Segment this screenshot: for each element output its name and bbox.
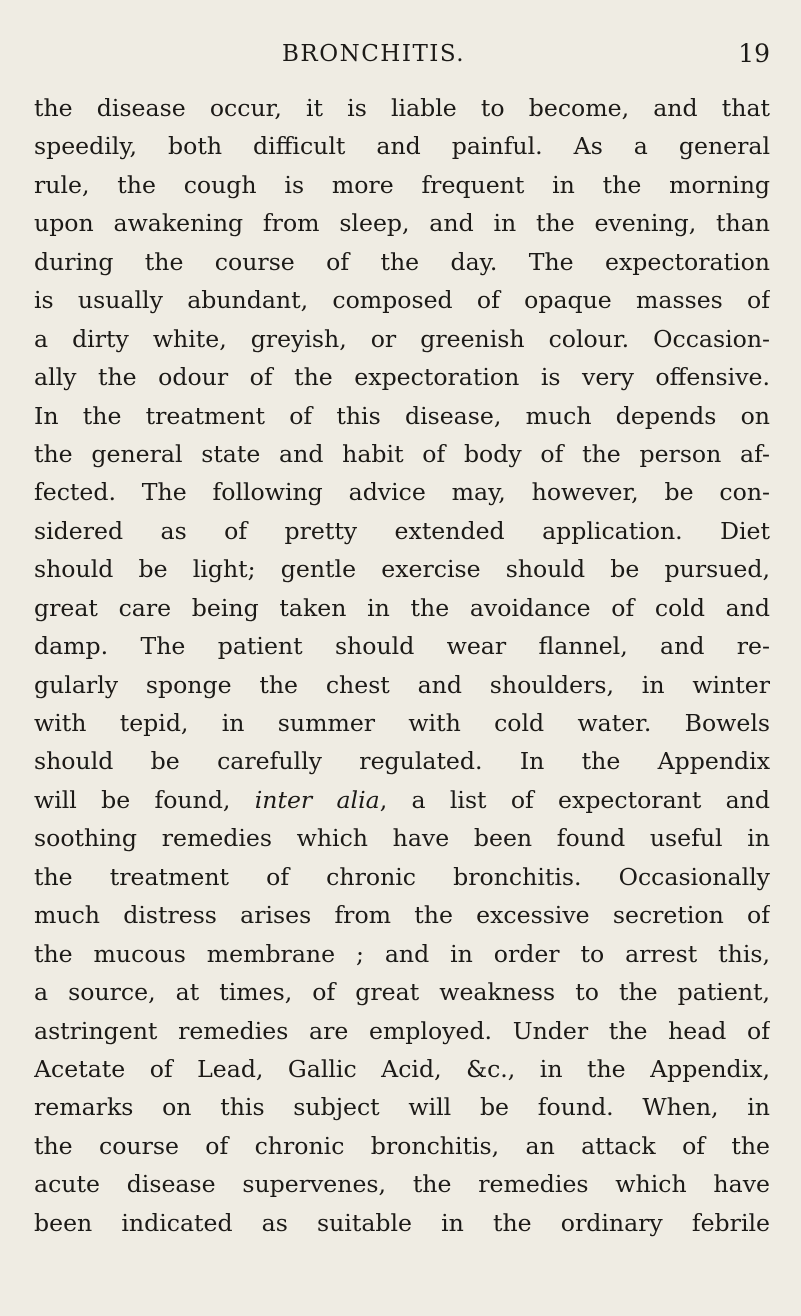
text-line bbox=[34, 358, 770, 396]
text-line bbox=[34, 858, 770, 896]
text-line bbox=[34, 204, 770, 242]
text-segment: upon awakening from sleep, and in the evening, than bbox=[34, 209, 770, 238]
text-line bbox=[34, 281, 770, 319]
text-line bbox=[34, 704, 770, 742]
text-segment: gularly sponge the chest and shoulders, in winter bbox=[34, 670, 770, 699]
text-line bbox=[34, 819, 770, 857]
text-segment: sidered as of pretty extended application. Diet bbox=[34, 516, 770, 545]
text-segment: the general state and habit of body of the person af- bbox=[34, 439, 770, 468]
text-line bbox=[34, 1050, 770, 1088]
text-segment: should be light; gentle exercise should be pursued, bbox=[34, 555, 770, 584]
text-line bbox=[34, 1012, 770, 1050]
text-line bbox=[34, 473, 770, 511]
text-line bbox=[34, 1204, 770, 1242]
text-segment: a dirty white, greyish, or greenish colour. Occasion- bbox=[34, 324, 770, 353]
text-segment: is usually abundant, composed of opaque masses of bbox=[34, 286, 770, 315]
text-segment: remarks on this subject will be found. When, in bbox=[34, 1093, 770, 1122]
text-segment: with tepid, in summer with cold water. Bowels bbox=[34, 709, 770, 737]
text-line bbox=[34, 627, 770, 665]
text-segment: much distress arises from the excessive secretion of bbox=[34, 901, 770, 930]
text-segment: , a list of expectorant and bbox=[379, 785, 770, 814]
text-line bbox=[34, 89, 770, 127]
text-segment: the mucous membrane ; and in order to arrest this, bbox=[34, 939, 770, 968]
text-line bbox=[34, 666, 770, 704]
text-line bbox=[34, 550, 770, 588]
italic-phrase: inter alia bbox=[254, 785, 380, 814]
text-segment: a source, at times, of great weakness to the patient, bbox=[34, 978, 770, 1007]
text-segment: astringent remedies are employed. Under the head of bbox=[34, 1016, 770, 1045]
body-text bbox=[34, 89, 770, 1242]
text-line bbox=[34, 243, 770, 281]
page-number: 19 bbox=[738, 39, 770, 68]
text-segment: the course of chronic bronchitis, an attack of the bbox=[34, 1131, 770, 1160]
text-line bbox=[34, 320, 770, 358]
text-segment: great care being taken in the avoidance of cold and bbox=[34, 593, 770, 622]
text-segment: acute disease supervenes, the remedies which have bbox=[34, 1170, 770, 1199]
text-line bbox=[34, 1165, 770, 1203]
text-segment: soothing remedies which have been found useful in bbox=[34, 824, 770, 853]
text-line bbox=[34, 435, 770, 473]
text-line bbox=[34, 589, 770, 627]
text-line bbox=[34, 1127, 770, 1165]
text-segment: will be found, bbox=[34, 785, 255, 814]
running-head bbox=[0, 34, 801, 74]
text-segment: the disease occur, it is liable to become, and that bbox=[34, 94, 770, 122]
text-line bbox=[34, 397, 770, 435]
text-segment: Acetate of Lead, Gallic Acid, &c., in the Appendix, bbox=[34, 1054, 770, 1083]
text-line bbox=[34, 127, 770, 165]
text-segment: been indicated as suitable in the ordinary febrile bbox=[34, 1208, 770, 1237]
text-segment: speedily, both difficult and painful. As a general bbox=[34, 132, 770, 161]
text-line bbox=[34, 1088, 770, 1126]
text-line bbox=[34, 935, 770, 973]
text-line bbox=[34, 973, 770, 1011]
text-segment: fected. The following advice may, however, be con- bbox=[34, 478, 770, 507]
running-head-title: BRONCHITIS. bbox=[282, 41, 466, 67]
text-segment: during the course of the day. The expectoration bbox=[34, 247, 770, 276]
text-line bbox=[34, 742, 770, 780]
text-segment: In the treatment of this disease, much depends on bbox=[34, 401, 770, 430]
text-segment: the treatment of chronic bronchitis. Occasionally bbox=[34, 862, 770, 891]
text-segment: ally the odour of the expectoration is very offensive. bbox=[34, 363, 770, 392]
text-segment: should be carefully regulated. In the Appendix bbox=[34, 747, 770, 776]
text-line bbox=[34, 512, 770, 550]
text-line bbox=[34, 781, 770, 819]
text-segment: rule, the cough is more frequent in the morning bbox=[34, 170, 770, 199]
text-segment: damp. The patient should wear flannel, and re- bbox=[34, 632, 770, 661]
text-line bbox=[34, 896, 770, 934]
text-line bbox=[34, 166, 770, 204]
